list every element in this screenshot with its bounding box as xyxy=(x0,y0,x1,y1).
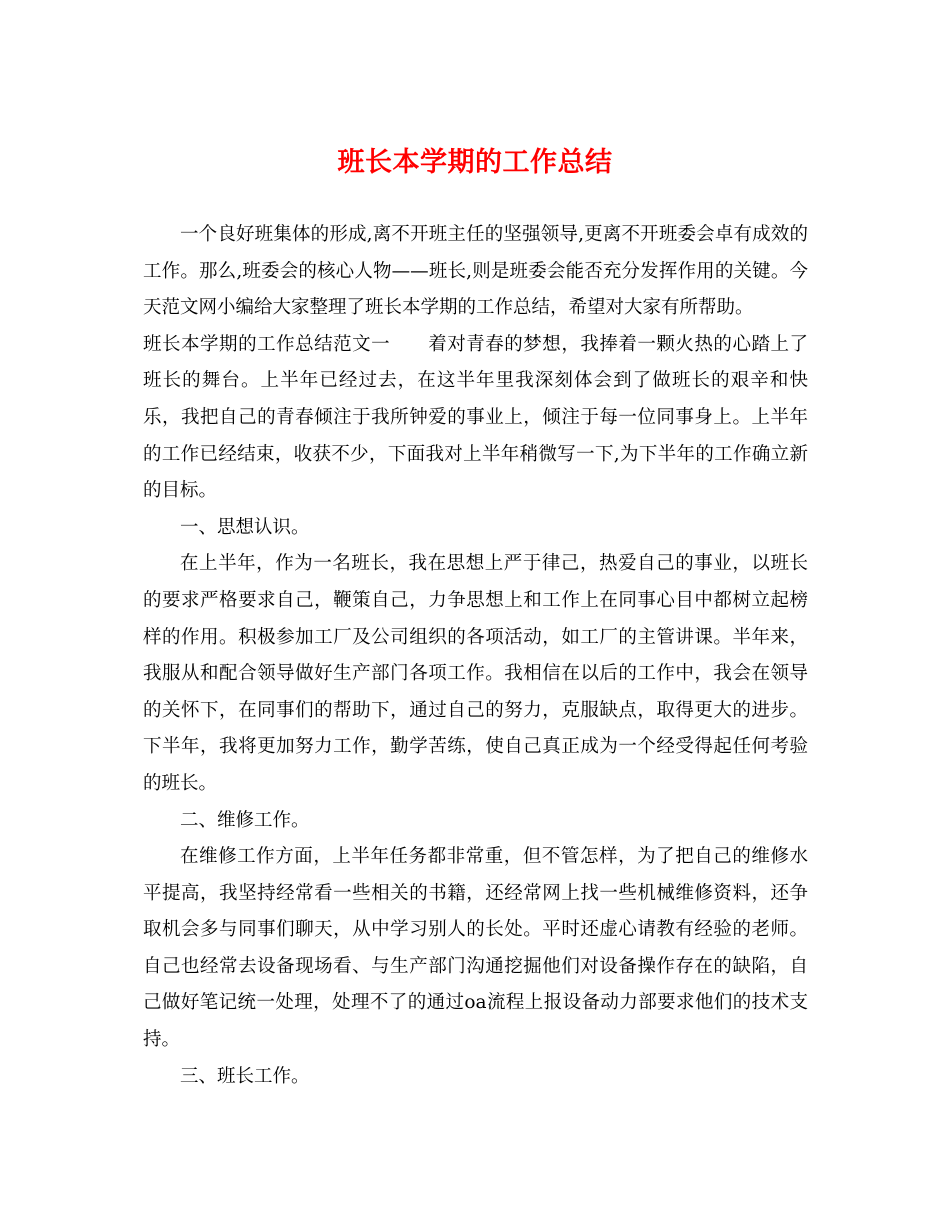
section-heading-thinking: 一、思想认识。 xyxy=(180,516,310,538)
section-heading-monitor-work: 三、班长工作。 xyxy=(180,1065,310,1087)
paragraph-maintenance: 在维修工作方面，上半年任务都非常重，但不管怎样，为了把自己的维修水平提高，我坚持经常看一些相关的书籍，还经常网上找一些机械维修资料，还争取机会多与同事们聊天，从中学习别人的长处。平时还虚心请教有经验的老师。自己也经常去设备现场看、与生产部门沟通挖掘他们对设备操作存在的缺陷，自己做好笔记统一处理，处理不了的通过oa流程上报设备动力部要求他们的技术支持。 xyxy=(143,846,808,1051)
document-body xyxy=(143,217,808,1095)
section-heading-maintenance: 二、维修工作。 xyxy=(180,809,310,831)
paragraph-thinking: 在上半年，作为一名班长，我在思想上严于律己，热爱自己的事业，以班长的要求严格要求自己，鞭策自己，力争思想上和工作上在同事心目中都树立起榜样的作用。积极参加工厂及公司组织的各项活动，如工厂的主管讲课。半年来，我服从和配合领导做好生产部门各项工作。我相信在以后的工作中，我会在领导的关怀下，在同事们的帮助下，通过自己的努力，克服缺点，取得更大的进步。下半年，我将更加努力工作，勤学苦练，使自己真正成为一个经受得起任何考验的班长。 xyxy=(143,553,808,794)
paragraph-sample-one: 班长本学期的工作总结范文一 着对青春的梦想，我捧着一颗火热的心踏上了班长的舞台。上半年已经过去，在这半年里我深刻体会到了做班长的艰辛和快乐，我把自己的青春倾注于我所钟爱的事业上，倾注于每一位同事身上。上半年的工作已经结束，收获不少，下面我对上半年稍微写一下,为下半年的工作确立新的目标。 xyxy=(143,333,808,502)
paragraph-intro: 一个良好班集体的形成,离不开班主任的坚强领导,更离不开班委会卓有成效的工作。那么,班委会的核心人物——班长,则是班委会能否充分发挥作用的关键。今天范文网小编给大家整理了班长本学期的工作总结，希望对大家有所帮助。 xyxy=(143,224,808,319)
document-title: 班长本学期的工作总结 xyxy=(337,147,613,178)
